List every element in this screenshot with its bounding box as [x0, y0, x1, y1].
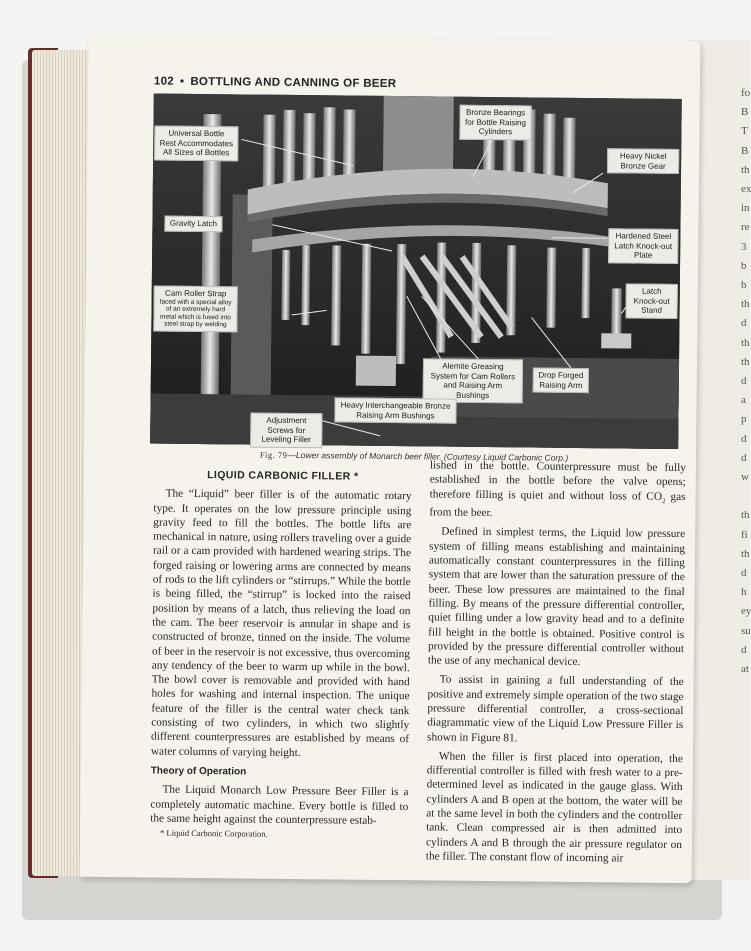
header-separator: • — [179, 75, 185, 88]
left-column — [150, 468, 412, 842]
right-paragraph-1 — [429, 458, 686, 522]
label-gravity-latch: Gravity Latch — [164, 216, 222, 232]
right-paragraph-1-b: gas from the beer. — [429, 490, 686, 520]
label-drop-forged: Drop Forged Raising Arm — [533, 367, 589, 393]
cam-roller-strap-title: Cam Roller Strap — [164, 288, 227, 299]
running-header — [154, 76, 397, 91]
footnote: * Liquid Carbonic Corporation. — [160, 827, 268, 839]
label-adjustment-screws: Adjustment Screws for Leveling Filler — [250, 413, 322, 448]
label-heavy-nickel-bronze-gear: Heavy Nickel Bronze Gear — [607, 148, 679, 174]
right-paragraph-1-a: lished in the bottle. Counterpressure must be fully established in the bottle before the valve opens; therefore filling is quiet and without loss of CO — [429, 459, 686, 503]
label-universal-bottle-rest: Universal Bottle Rest Accommodates All Sizes of Bottles — [154, 126, 238, 161]
co2-subscript: 2 — [661, 496, 666, 505]
label-bronze-bearings: Bronze Bearings for Bottle Raising Cylinders — [459, 105, 531, 140]
right-column — [426, 458, 686, 866]
cam-roller-strap-note: faced with a special alloy of an extremely hard metal which is fused into steel strap by welding — [159, 298, 232, 329]
left-paragraph-2: The Liquid Monarch Low Pressure Beer Filler is a completely automatic machine. Every bottle is filled to the same height against the counterpressure estab- — [150, 783, 409, 827]
right-paragraph-4: When the filler is first placed into operation, the differential controller is filled with fresh water to a pre-determined level as indicated in the gauge glass. With cylinders A and B open at the bottom, the water will be at the same level in both the cylinders and the controller tank. Clean compressed air is then admitted into cylinders A and B through the air pressure regulator on the filler. The constant flow of incoming air — [425, 750, 683, 865]
book-page — [80, 35, 701, 883]
facing-page-text: fo B T B th ex in re 3 b b th d th th d a p d d w th fi th d h ey su d at — [741, 87, 751, 676]
right-paragraph-2: Defined in simplest terms, the Liquid low pressure system of filling means establishing and maintaining automatically constant counterpressures in the filling system that are lower than the saturation pressure of the beer. These low pressures are maintained to the final filling. By means of the pressure differential controller, quiet filling under a low gravity head and to a definite fill height in the bottle is obtained. Positive control is provided by the pressure differential controller without the use of any mechanical device. — [427, 525, 686, 669]
left-paragraph-1: The “Liquid” beer filler is of the automatic rotary type. It operates on the low pressure principle using gravity feed to fill the bottles. The bottle lifts are mechanical in nature, using rollers traveling over a guide rail or a cam provided with hardened wearing strips. The forged raising or lowering arms are connected by means of rods to the lift cylinders or “stirrups.” While the bottle is being filled, the “stirrup” is locked into the raised position by means of a latch, thus relieving the load on the cam. The beer reservoir is annular in shape and is constructed of bronze, tinned on the inside. The volume of beer in the reservoir is not excessive, thus overcoming any tendency of the beer to warm up while in the bowl. The bowl cover is removable and provided with hand holes for washing and internal inspection. The unique feature of the filler is the central water check tank consisting of two cylinders, in which two slightly different counterpressures are established by means of water columns of varying height. — [150, 487, 412, 759]
running-head-title: BOTTLING AND CANNING OF BEER — [190, 75, 397, 91]
label-heavy-interchangeable: Heavy Interchangeable Bronze Raising Arm Bushings — [334, 397, 456, 423]
label-alemite-greasing: Alemite Greasing System for Cam Rollers and Raising Arm Bushings — [423, 358, 523, 403]
figure-photo — [150, 94, 682, 450]
label-hardened-steel-latch: Hardened Steel Latch Knock-out Plate — [608, 228, 678, 263]
page-number: 102 — [153, 75, 175, 88]
caption-figure-number: Fig. 79 — [259, 449, 288, 460]
section-title: LIQUID CARBONIC FILLER * — [207, 469, 359, 483]
caption-text: —Lower assembly of Monarch beer filler. (Courtesy Liquid Carbonic Corp.) — [287, 449, 569, 463]
subsection-title: Theory of Operation — [150, 765, 247, 778]
label-latch-knockout-stand: Latch Knock-out Stand — [625, 283, 677, 318]
right-paragraph-3: To assist in gaining a full understanding of the positive and extremely simple operation of the two stage pressure differential controller, a cross-sectional diagrammatic view of the Liquid Low Pressure Filler is shown in Figure 81. — [427, 673, 684, 744]
label-cam-roller-strap — [153, 286, 237, 332]
